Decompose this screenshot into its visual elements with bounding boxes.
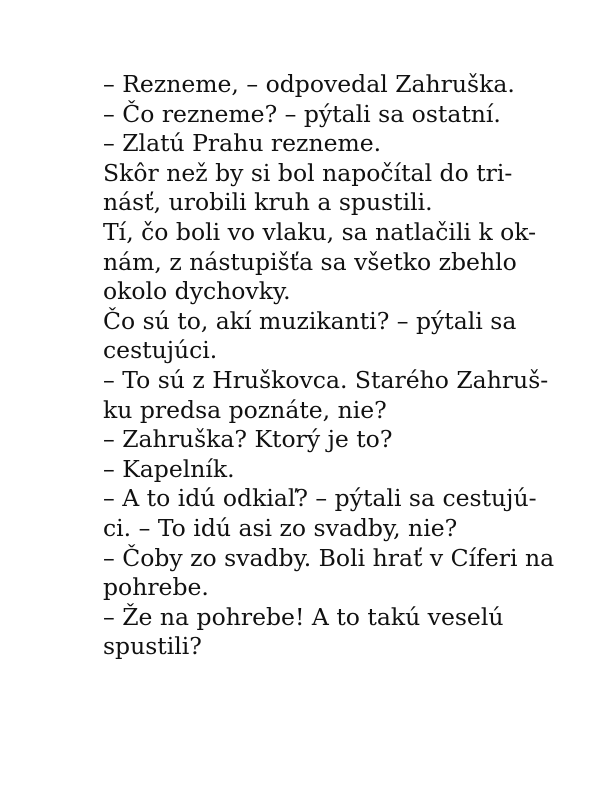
text-line: – To sú z Hruškovca. Starého Zahruš- xyxy=(103,365,549,394)
text-line: Čo sú to, akí muzikanti? – pýtali sa xyxy=(103,306,517,335)
text-line: ci. – To idú asi zo svadby, nie? xyxy=(103,513,458,542)
text-line: cestujúci. xyxy=(103,336,218,365)
text-line: ku predsa poznáte, nie? xyxy=(103,395,387,424)
text-line: Tí, čo boli vo vlaku, sa natlačili k ok- xyxy=(103,217,537,246)
text-line: – Zahruška? Ktorý je to? xyxy=(103,425,393,454)
text-line: násť, urobili kruh a spustili. xyxy=(103,188,433,217)
text-line: okolo dychovky. xyxy=(103,277,291,306)
text-line: pohrebe. xyxy=(103,573,209,602)
text-line: – A to idú odkiaľ? – pýtali sa cestujú- xyxy=(103,484,537,513)
body-text xyxy=(103,70,555,662)
text-line: spustili? xyxy=(103,632,202,661)
text-line: – Čo rezneme? – pýtali sa ostatní. xyxy=(103,99,501,128)
text-line: nám, z nástupišťa sa všetko zbehlo xyxy=(103,247,517,276)
text-line: – Čoby zo svadby. Boli hrať v Cíferi na xyxy=(103,543,555,572)
text-line: – Zlatú Prahu rezneme. xyxy=(103,129,382,158)
text-line: – Rezneme, – odpovedal Zahruška. xyxy=(103,70,515,98)
text-line: – Že na pohrebe! A to takú veselú xyxy=(103,602,504,631)
text-line: – Kapelník. xyxy=(103,454,235,483)
text-line: Skôr než by si bol napočítal do tri- xyxy=(103,158,513,187)
